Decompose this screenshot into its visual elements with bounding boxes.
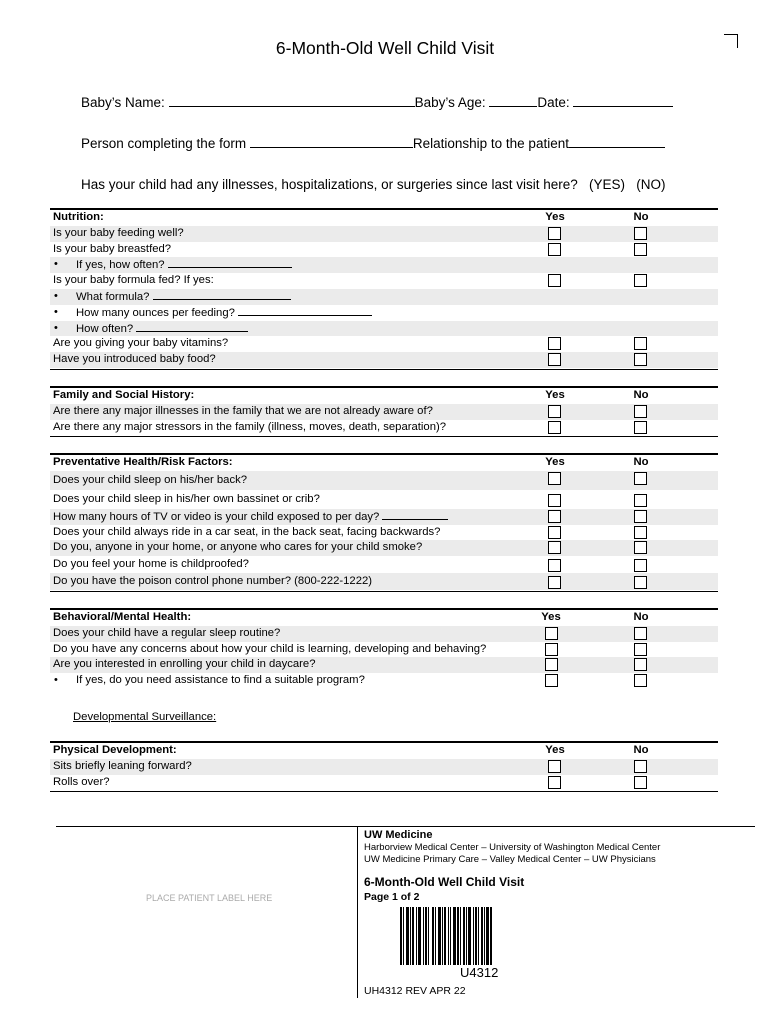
- question-row: [50, 257, 718, 273]
- question-text: [53, 509, 448, 526]
- yes-checkbox[interactable]: [548, 541, 561, 554]
- question-row: [50, 404, 718, 420]
- question-row: [50, 305, 718, 321]
- yes-checkbox[interactable]: [548, 760, 561, 773]
- question-row: [50, 673, 718, 689]
- footer-divider: [56, 826, 755, 827]
- no-header: No: [633, 389, 649, 401]
- no-header: No: [633, 456, 649, 468]
- preventative-section: [50, 453, 718, 592]
- no-checkbox[interactable]: [634, 776, 647, 789]
- physical-section: [50, 741, 718, 792]
- no-checkbox[interactable]: [634, 421, 647, 434]
- barcode-text: U4312: [460, 965, 499, 980]
- section-label: Behavioral/Mental Health:: [53, 611, 192, 623]
- yes-checkbox[interactable]: [548, 353, 561, 366]
- behavioral-section: [50, 608, 718, 689]
- yes-checkbox[interactable]: [548, 526, 561, 539]
- family-section: [50, 386, 718, 437]
- question-label: What formula?: [76, 290, 150, 303]
- footer-vertical-divider: [357, 826, 358, 998]
- yes-checkbox[interactable]: [548, 421, 561, 434]
- org-name: UW Medicine: [364, 829, 433, 841]
- question-row: [50, 321, 718, 337]
- question-label: How many ounces per feeding?: [76, 306, 235, 319]
- page-number: Page 1 of 2: [364, 891, 420, 903]
- yes-checkbox[interactable]: [548, 510, 561, 523]
- question-row: [50, 573, 718, 590]
- question-label: How many hours of TV or video is your child exposed to per day?: [53, 510, 380, 523]
- no-checkbox[interactable]: [634, 526, 647, 539]
- question-text: Are there any major stressors in the family (illness, moves, death, separation)?: [53, 420, 447, 433]
- yes-checkbox[interactable]: [548, 559, 561, 572]
- no-checkbox[interactable]: [634, 674, 647, 687]
- question-row: [50, 226, 718, 242]
- question-row: [50, 289, 718, 305]
- no-checkbox[interactable]: [634, 472, 647, 485]
- answer-field[interactable]: [168, 257, 292, 268]
- person-label: Person completing the form: [81, 136, 247, 151]
- question-label: How often?: [76, 322, 134, 335]
- question-row: [50, 490, 718, 509]
- baby-name-label: Baby’s Name:: [81, 95, 165, 110]
- person-field[interactable]: [250, 134, 413, 148]
- org-line-2: UW Medicine Primary Care – Valley Medical Center – UW Physicians: [364, 854, 656, 865]
- question-text: Is your baby feeding well?: [53, 226, 184, 239]
- no-header: No: [633, 744, 649, 756]
- question-row: [50, 352, 718, 368]
- question-text: Is your baby breastfed?: [53, 242, 172, 255]
- yes-checkbox[interactable]: [545, 658, 558, 671]
- yes-header: Yes: [541, 611, 561, 623]
- footer-form-title: 6-Month-Old Well Child Visit: [364, 875, 525, 889]
- no-checkbox[interactable]: [634, 760, 647, 773]
- question-row: [50, 626, 718, 642]
- section-label: Nutrition:: [53, 211, 104, 223]
- question-row: [50, 420, 718, 436]
- yes-checkbox[interactable]: [548, 405, 561, 418]
- relationship-label: Relationship to the patient: [412, 136, 569, 151]
- no-checkbox[interactable]: [634, 576, 647, 589]
- yes-header: Yes: [545, 744, 565, 756]
- question-text: [76, 257, 292, 274]
- yes-header: Yes: [545, 389, 565, 401]
- yes-checkbox[interactable]: [548, 337, 561, 350]
- no-checkbox[interactable]: [634, 494, 647, 507]
- yes-checkbox[interactable]: [548, 576, 561, 589]
- question-row: [50, 775, 718, 791]
- yes-checkbox[interactable]: [545, 627, 558, 640]
- no-checkbox[interactable]: [634, 658, 647, 671]
- question-text: Do you have the poison control phone number? (800-222-1222): [53, 575, 373, 588]
- yes-checkbox[interactable]: [548, 472, 561, 485]
- developmental-surveillance-heading: Developmental Surveillance:: [73, 711, 217, 723]
- no-checkbox[interactable]: [634, 227, 647, 240]
- baby-name-field[interactable]: [169, 93, 415, 107]
- date-field[interactable]: [573, 93, 673, 107]
- illness-no-option[interactable]: (NO): [636, 177, 666, 192]
- question-row: [50, 242, 718, 258]
- yes-header: Yes: [545, 211, 565, 223]
- no-checkbox[interactable]: [634, 627, 647, 640]
- question-text: Does your child always ride in a car seat, in the back seat, facing backwards?: [53, 525, 441, 538]
- question-text: [76, 321, 248, 338]
- page-title: 6-Month-Old Well Child Visit: [275, 38, 495, 58]
- no-checkbox[interactable]: [634, 243, 647, 256]
- no-checkbox[interactable]: [634, 643, 647, 656]
- answer-field[interactable]: [238, 305, 372, 316]
- question-text: • If yes, do you need assistance to find a suitable program?: [76, 673, 365, 689]
- question-row: [50, 471, 718, 490]
- question-text: Does your child sleep in his/her own bassinet or crib?: [53, 492, 320, 505]
- yes-checkbox[interactable]: [545, 674, 558, 687]
- form-code: UH4312 REV APR 22: [364, 985, 466, 997]
- baby-info-line: [81, 93, 673, 110]
- section-label: Physical Development:: [53, 744, 177, 756]
- no-checkbox[interactable]: [634, 541, 647, 554]
- baby-age-label: Baby’s Age:: [414, 95, 486, 110]
- baby-age-field[interactable]: [489, 93, 537, 107]
- no-checkbox[interactable]: [634, 510, 647, 523]
- question-row: [50, 273, 718, 289]
- yes-checkbox[interactable]: [548, 227, 561, 240]
- question-text: Is your baby formula fed? If yes:: [53, 274, 214, 287]
- question-row: [50, 336, 718, 352]
- question-text: Are you giving your baby vitamins?: [53, 337, 229, 350]
- question-row: [50, 642, 718, 658]
- question-row: [50, 509, 718, 525]
- org-line-1: Harborview Medical Center – University of Washington Medical Center: [364, 842, 661, 853]
- answer-field[interactable]: [136, 321, 248, 332]
- nutrition-section: [50, 208, 718, 370]
- no-header: No: [633, 211, 649, 223]
- no-checkbox[interactable]: [634, 559, 647, 572]
- patient-label-placeholder: PLACE PATIENT LABEL HERE: [146, 893, 273, 903]
- answer-field[interactable]: [153, 289, 291, 300]
- question-text: Are you interested in enrolling your child in daycare?: [53, 658, 316, 671]
- question-text: [76, 305, 372, 322]
- question-text: Are there any major illnesses in the family that we are not already aware of?: [53, 404, 433, 417]
- no-checkbox[interactable]: [634, 405, 647, 418]
- no-checkbox[interactable]: [634, 337, 647, 350]
- relationship-field[interactable]: [569, 134, 665, 148]
- question-text: Does your child have a regular sleep routine?: [53, 626, 281, 639]
- corner-mark: [724, 34, 738, 48]
- question-row: [50, 540, 718, 556]
- section-label: Family and Social History:: [53, 389, 195, 401]
- barcode-image: [400, 907, 503, 965]
- yes-checkbox[interactable]: [548, 243, 561, 256]
- question-row: [50, 759, 718, 775]
- no-header: No: [633, 611, 649, 623]
- person-info-line: [81, 134, 665, 151]
- no-checkbox[interactable]: [634, 274, 647, 287]
- question-label: If yes, how often?: [76, 259, 165, 272]
- question-text: [76, 289, 291, 306]
- question-text: Do you, anyone in your home, or anyone who cares for your child smoke?: [53, 541, 423, 554]
- question-text: Does your child sleep on his/her back?: [53, 473, 248, 486]
- question-text: Rolls over?: [53, 775, 110, 788]
- answer-field[interactable]: [382, 509, 448, 520]
- question-row: [50, 556, 718, 573]
- yes-checkbox[interactable]: [548, 494, 561, 507]
- question-text: Do you feel your home is childproofed?: [53, 558, 249, 571]
- question-text: Have you introduced baby food?: [53, 353, 216, 366]
- no-checkbox[interactable]: [634, 353, 647, 366]
- illness-question-line: [81, 177, 666, 192]
- date-label: Date:: [537, 95, 570, 110]
- illness-yes-option[interactable]: (YES): [589, 177, 626, 192]
- question-row: [50, 657, 718, 673]
- yes-checkbox[interactable]: [545, 643, 558, 656]
- yes-checkbox[interactable]: [548, 274, 561, 287]
- question-text: Sits briefly leaning forward?: [53, 759, 192, 772]
- question-text: Do you have any concerns about how your child is learning, developing and behaving?: [53, 642, 487, 655]
- illness-question: Has your child had any illnesses, hospitalizations, or surgeries since last visit here?: [81, 177, 578, 192]
- section-label: Preventative Health/Risk Factors:: [53, 456, 233, 468]
- yes-header: Yes: [545, 456, 565, 468]
- yes-checkbox[interactable]: [548, 776, 561, 789]
- question-row: [50, 525, 718, 541]
